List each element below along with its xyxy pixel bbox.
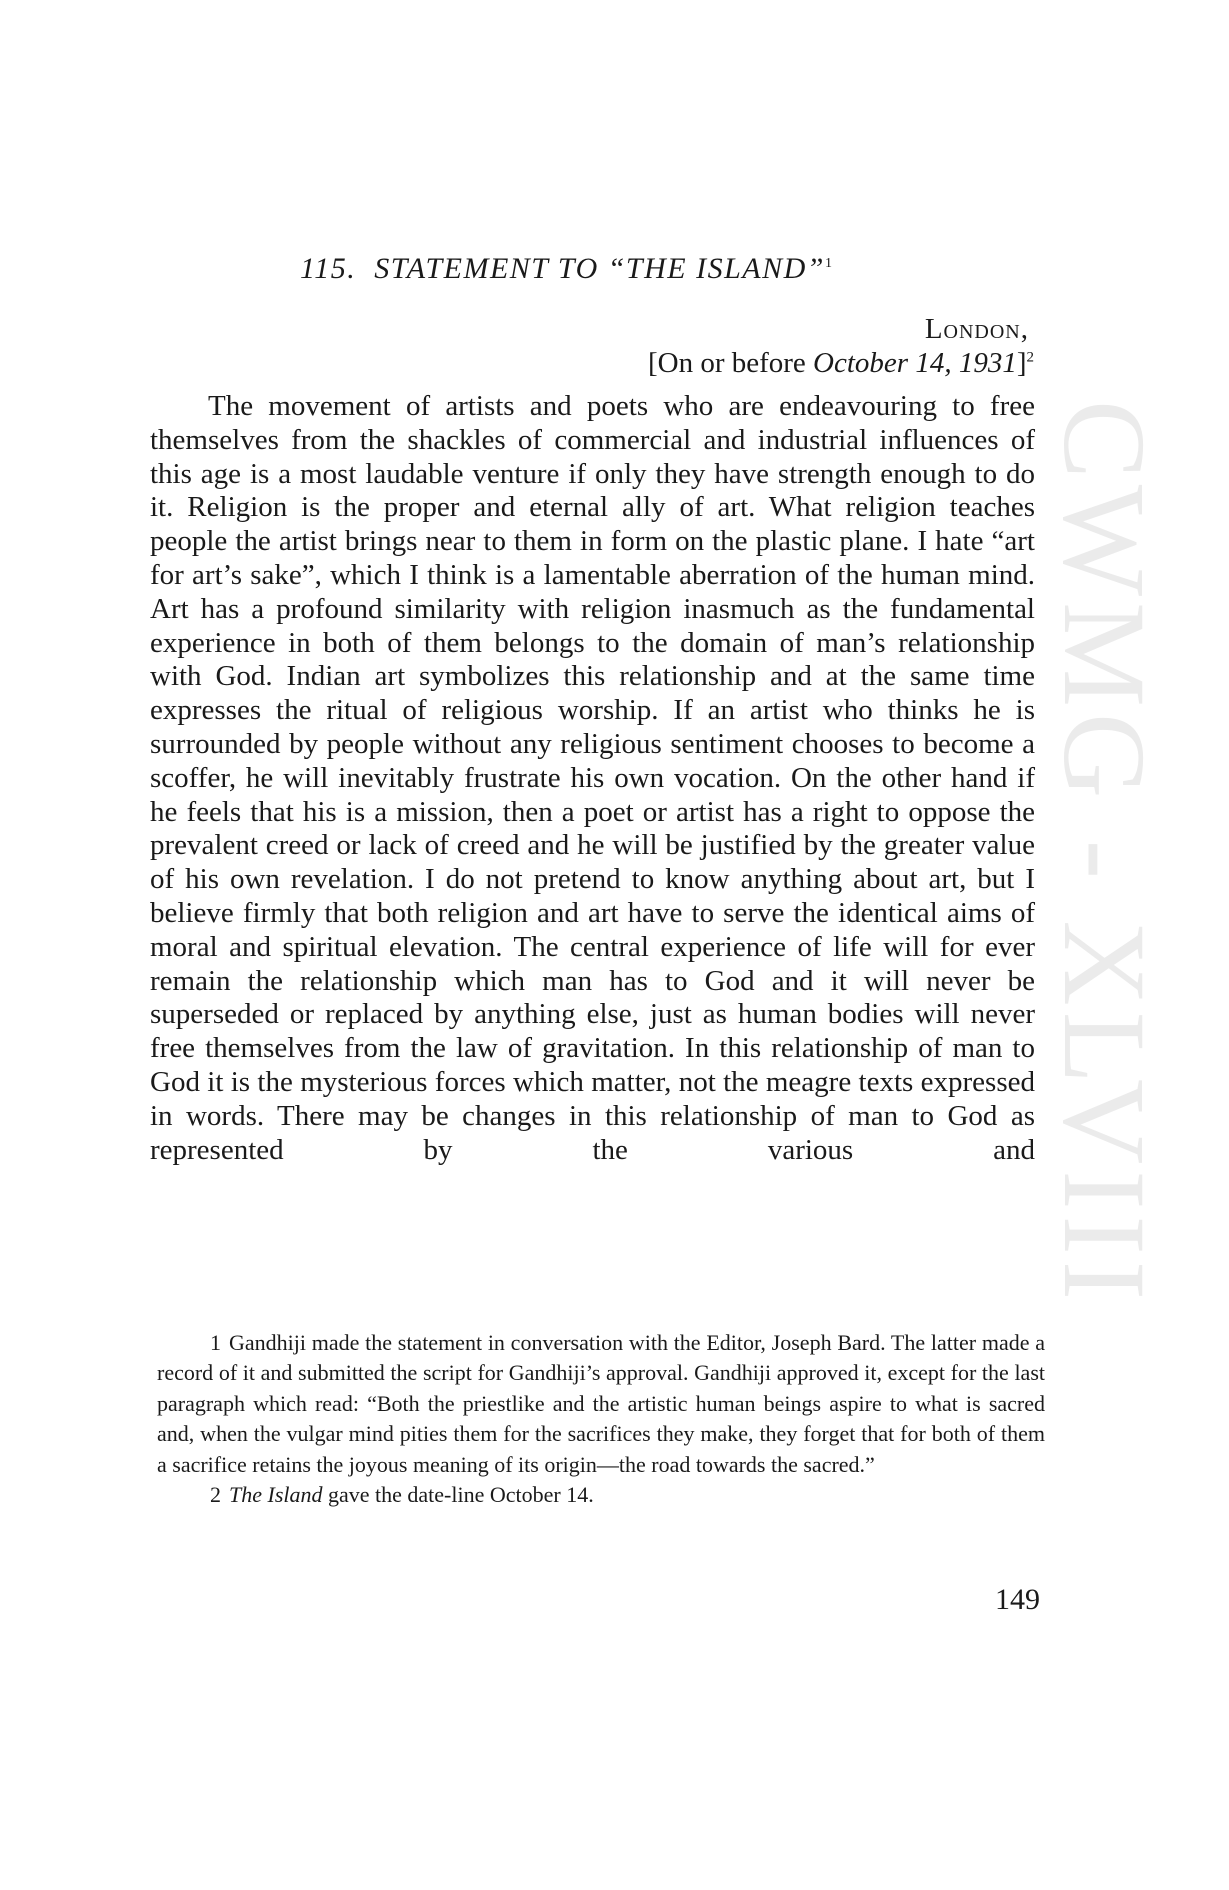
place-line: London, [924,313,1029,345]
article-heading [300,252,833,286]
date-line-open: [On or before [647,347,814,379]
footnotes [157,1328,1045,1510]
watermark: CWMG - XLVIII [1039,400,1170,1307]
footnote-2-mark: 2 [210,1482,221,1508]
footnote-2-italic: The Island [229,1482,323,1508]
footnote-1-text: Gandhiji made the statement in conversation with the Editor, Joseph Bard. The latter made a record of it and submitted the script for Gandhiji’s approval. Gandhiji approved it, except for the last paragraph which read: “Both the priestlike and the artistic human beings aspire to what is sacred and, when the vulgar mind pities them for the sacrifices they make, they forget that for both of them a sacrifice retains the joyous meaning of its origin—the road towards the sacred.” [157,1330,1045,1477]
body-paragraph: The movement of artists and poets who are endeavouring to free themselves from the shackles of commercial and industrial influences of this age is a most laudable venture if only they have strength enough to do it. Religion is the proper and eternal ally of art. What religion teaches people the artist brings near to them in form on the plastic plane. I hate “art for art’s sake”, which I think is a lamentable aberration of the human mind. Art has a profound similarity with religion inasmuch as the fundamental experience in both of them belongs to the domain of man’s relationship with God. Indian art symbolizes this relationship and at the same time expresses the ritual of religious worship. If an artist who thinks he is surrounded by people without any religious sentiment chooses to become a scoffer, he will inevitably frustrate his own vocation. On the other hand if he feels that his is a mission, then a poet or artist has a right to oppose the prevalent creed or lack of creed and he will be justified by the greater value of his own revelation. I do not pretend to know anything about art, but I believe firmly that both religion and art have to serve the identical aims of moral and spiritual elevation. The central experience of life will for ever remain the relationship which man has to God and it will never be superseded or replaced by anything else, just as human bodies will never free themselves from the law of gravitation. In this relationship of man to God it is the mysterious forces which matter, not the meagre texts expressed in words. There may be changes in this relationship of man to God as represented by the various and [150,390,1035,1166]
footnote-ref-1: 1 [824,256,834,271]
footnote-2 [157,1480,1045,1510]
footnote-2-text: gave the date-line October 14. [322,1482,594,1508]
date-line-date: October 14, 1931 [813,347,1017,379]
article-number: 115. [300,252,357,285]
statement-body [150,390,1035,1167]
footnote-1-mark: 1 [210,1330,221,1355]
article-title: STATEMENT TO “THE ISLAND” [374,252,825,285]
footnote-ref-2: 2 [1026,349,1034,366]
page-number: 149 [995,1583,1040,1616]
date-line-close: ] [1016,347,1027,379]
footnote-1 [157,1328,1045,1480]
date-line [648,347,1034,380]
